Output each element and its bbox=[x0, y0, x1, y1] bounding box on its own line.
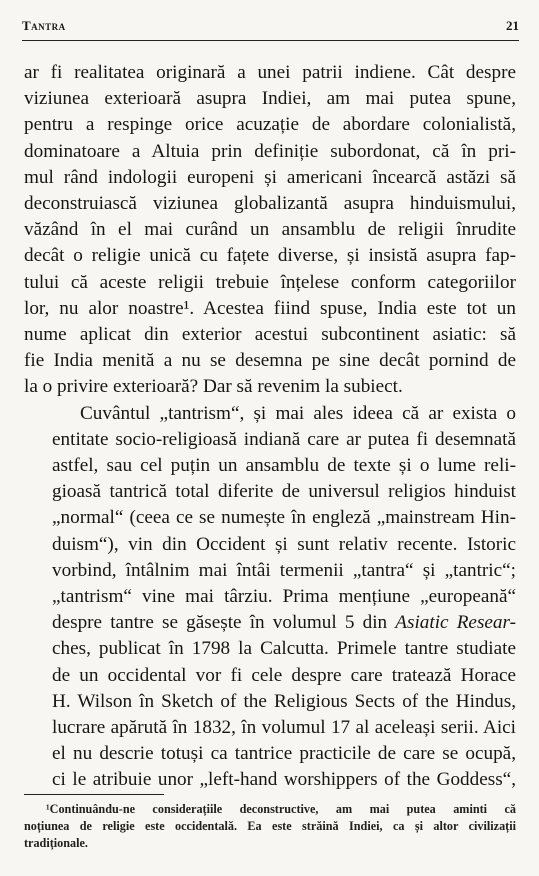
paragraph-1 bbox=[24, 60, 516, 401]
footnote-line: ¹Continuându-ne considerațiile deconstructive, am mai putea aminti că bbox=[46, 802, 516, 816]
text-line: el nu descrie totuși ca tantrice practicile de care se ocupă, bbox=[52, 743, 516, 765]
text-line: Cuvântul „tantrism“, și mai ales ideea că ar exista o bbox=[80, 402, 516, 424]
text-line: nume aplicat din exterior acestui subcontinent asiatic: să bbox=[24, 324, 516, 346]
footnote-line: tradiționale. bbox=[24, 836, 88, 850]
text-line: „normal“ (ceea ce se numește în engleză „mainstream Hin- bbox=[52, 507, 516, 529]
running-title: Tantra bbox=[22, 18, 66, 33]
text-line: duism“), vin din Occident și sunt relativ recente. Istoric bbox=[52, 533, 516, 555]
text-line: ci le atribuie unor „left-hand worshippers of the Goddess“, bbox=[52, 769, 516, 791]
footnote-line: noțiunea de religie este occidentală. Ea este străină Indiei, ca și altor civilizații bbox=[24, 819, 516, 833]
text-line: viziunea exterioară asupra Indiei, am mai putea spune, bbox=[24, 88, 516, 110]
text-line: lucrare apărută în 1832, în volumul 17 al aceleași serii. Aici bbox=[52, 717, 516, 739]
text-line: vorbind, întâlnim mai întâi termenii „tantra“ și „tantric“; bbox=[52, 559, 516, 581]
text-line: lor, nu alor noastre¹. Acestea fiind spuse, India este tot un bbox=[24, 297, 516, 319]
paragraph-2 bbox=[24, 401, 516, 794]
text-line: tului că aceste religii trebuie înțelese conform categoriilor bbox=[24, 271, 516, 293]
footnote-divider bbox=[24, 794, 164, 795]
text-line: ar fi realitatea originară a unei patrii indiene. Cât despre bbox=[24, 62, 516, 83]
text-line: deconstruiască viziunea globalizantă asupra hinduismului, bbox=[24, 193, 516, 215]
text-line: decât o religie unică cu fațete diverse, și insistă asupra fap- bbox=[24, 245, 516, 267]
text-line: de un occidental vor fi cele despre care tratează Horace bbox=[52, 664, 516, 686]
text-line: văzând în el mai curând un ansamblu de religii înrudite bbox=[24, 219, 516, 241]
text-line: fie India menită a nu se desemna pe sine decât pornind de bbox=[24, 350, 516, 372]
text-line: gioasă tantrică total diferite de universul religios hinduist bbox=[52, 481, 516, 503]
body-text bbox=[24, 60, 516, 794]
text-line: H. Wilson în Sketch of the Religious Sects of the Hindus, bbox=[52, 690, 516, 712]
text-line: dominatoare a Altuia prin definiție subordonat, că în pri- bbox=[24, 140, 516, 162]
text-line: despre tantre se găsește în volumul 5 din Asiatic Resear- bbox=[52, 612, 516, 634]
text-line: astfel, sau cel puțin un ansamblu de texte și o lume reli- bbox=[52, 455, 516, 477]
footnote bbox=[24, 801, 516, 852]
text-line: mul rând indologii europeni și americani încearcă astăzi să bbox=[24, 166, 516, 188]
text-line: entitate socio-religioasă indiană care ar putea fi desemnată bbox=[52, 428, 516, 450]
running-header bbox=[22, 18, 519, 41]
text-line: ches, publicat în 1798 la Calcutta. Primele tantre studiate bbox=[52, 638, 516, 660]
page-number: 21 bbox=[506, 18, 519, 33]
book-title-italic: Asiatic Resear- bbox=[395, 612, 516, 634]
text-line: „tantrism“ vine mai târziu. Prima mențiune „europeană“ bbox=[52, 586, 516, 608]
text-line: la o privire exterioară? Dar să revenim la subiect. bbox=[24, 376, 403, 398]
text-line: pentru a respinge orice acuzație de abordare colonialistă, bbox=[24, 114, 516, 136]
